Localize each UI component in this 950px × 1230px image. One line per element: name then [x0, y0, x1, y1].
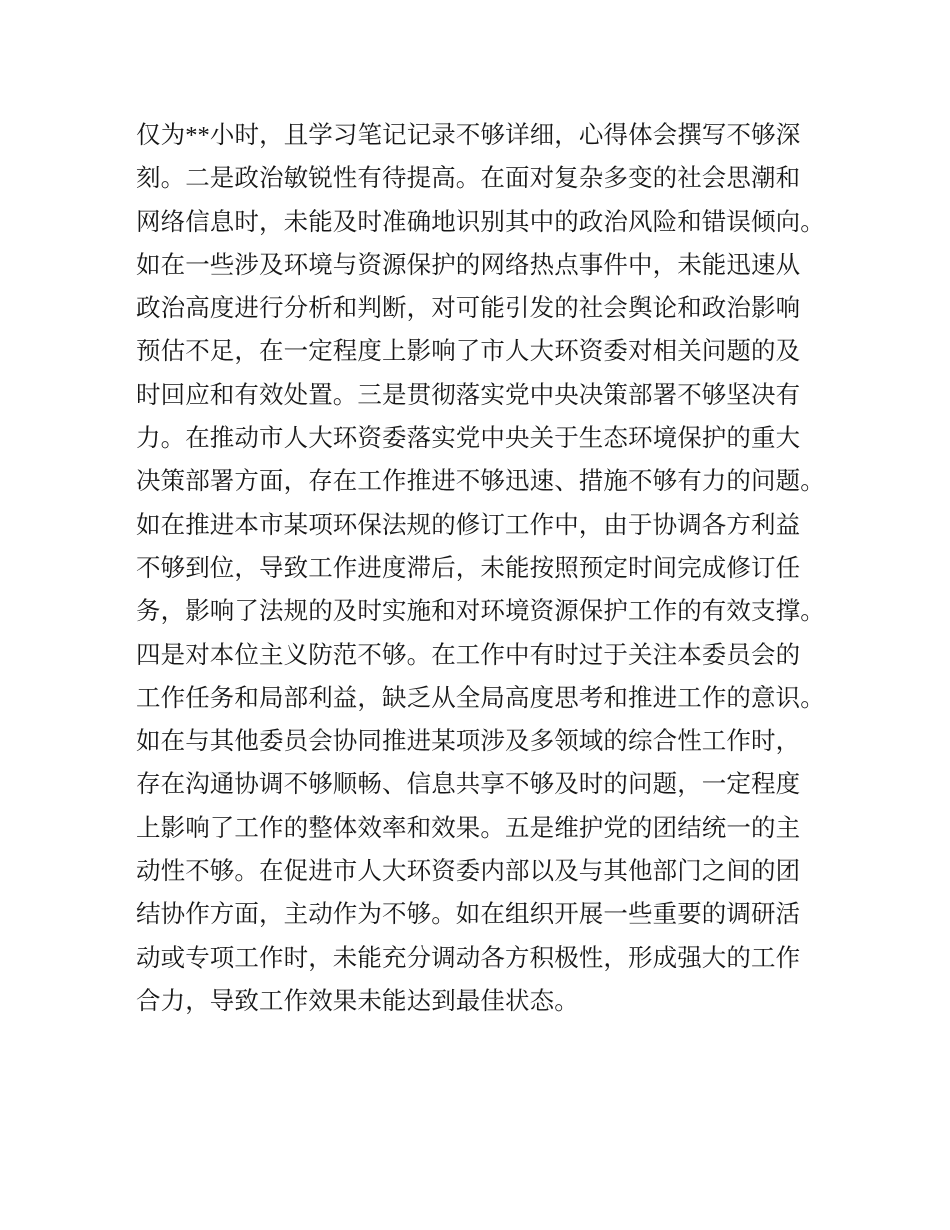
- text-line: 力。在推动市人大环资委落实党中央关于生态环境保护的重大: [136, 425, 801, 453]
- document-text-block: [136, 114, 846, 1023]
- text-line: 工作任务和局部利益，缺乏从全局高度思考和推进工作的意识。: [136, 684, 825, 712]
- text-line: 政治高度进行分析和判断，对可能引发的社会舆论和政治影响: [136, 295, 801, 323]
- text-line: 如在推进本市某项环保法规的修订工作中，由于协调各方利益: [136, 511, 801, 539]
- text-line: 刻。二是政治敏锐性有待提高。在面对复杂多变的社会思潮和: [136, 165, 801, 193]
- text-line: 动或专项工作时，未能充分调动各方积极性，形成强大的工作: [136, 944, 801, 972]
- text-line: 时回应和有效处置。三是贯彻落实党中央决策部署不够坚决有: [136, 381, 801, 409]
- text-line: 上影响了工作的整体效率和效果。五是维护党的团结统一的主: [136, 814, 801, 842]
- text-line: 预估不足，在一定程度上影响了市人大环资委对相关问题的及: [136, 338, 801, 366]
- text-line: 动性不够。在促进市人大环资委内部以及与其他部门之间的团: [136, 858, 801, 886]
- text-line: 不够到位，导致工作进度滞后，未能按照预定时间完成修订任: [136, 554, 801, 582]
- text-line: 如在一些涉及环境与资源保护的网络热点事件中，未能迅速从: [136, 251, 801, 279]
- text-line: 决策部署方面，存在工作推进不够迅速、措施不够有力的问题。: [136, 468, 825, 496]
- text-line: 结协作方面，主动作为不够。如在组织开展一些重要的调研活: [136, 901, 801, 929]
- text-line: 如在与其他委员会协同推进某项涉及多领域的综合性工作时，: [136, 728, 801, 756]
- text-line: 合力，导致工作效果未能达到最佳状态。: [136, 987, 579, 1015]
- text-line: 仅为**小时，且学习笔记记录不够详细，心得体会撰写不够深: [136, 122, 801, 149]
- text-line: 存在沟通协调不够顺畅、信息共享不够及时的问题，一定程度: [136, 771, 801, 799]
- text-line: 四是对本位主义防范不够。在工作中有时过于关注本委员会的: [136, 641, 801, 669]
- text-line: 务，影响了法规的及时实施和对环境资源保护工作的有效支撑。: [136, 598, 825, 626]
- text-line: 网络信息时，未能及时准确地识别其中的政治风险和错误倾向。: [136, 208, 825, 236]
